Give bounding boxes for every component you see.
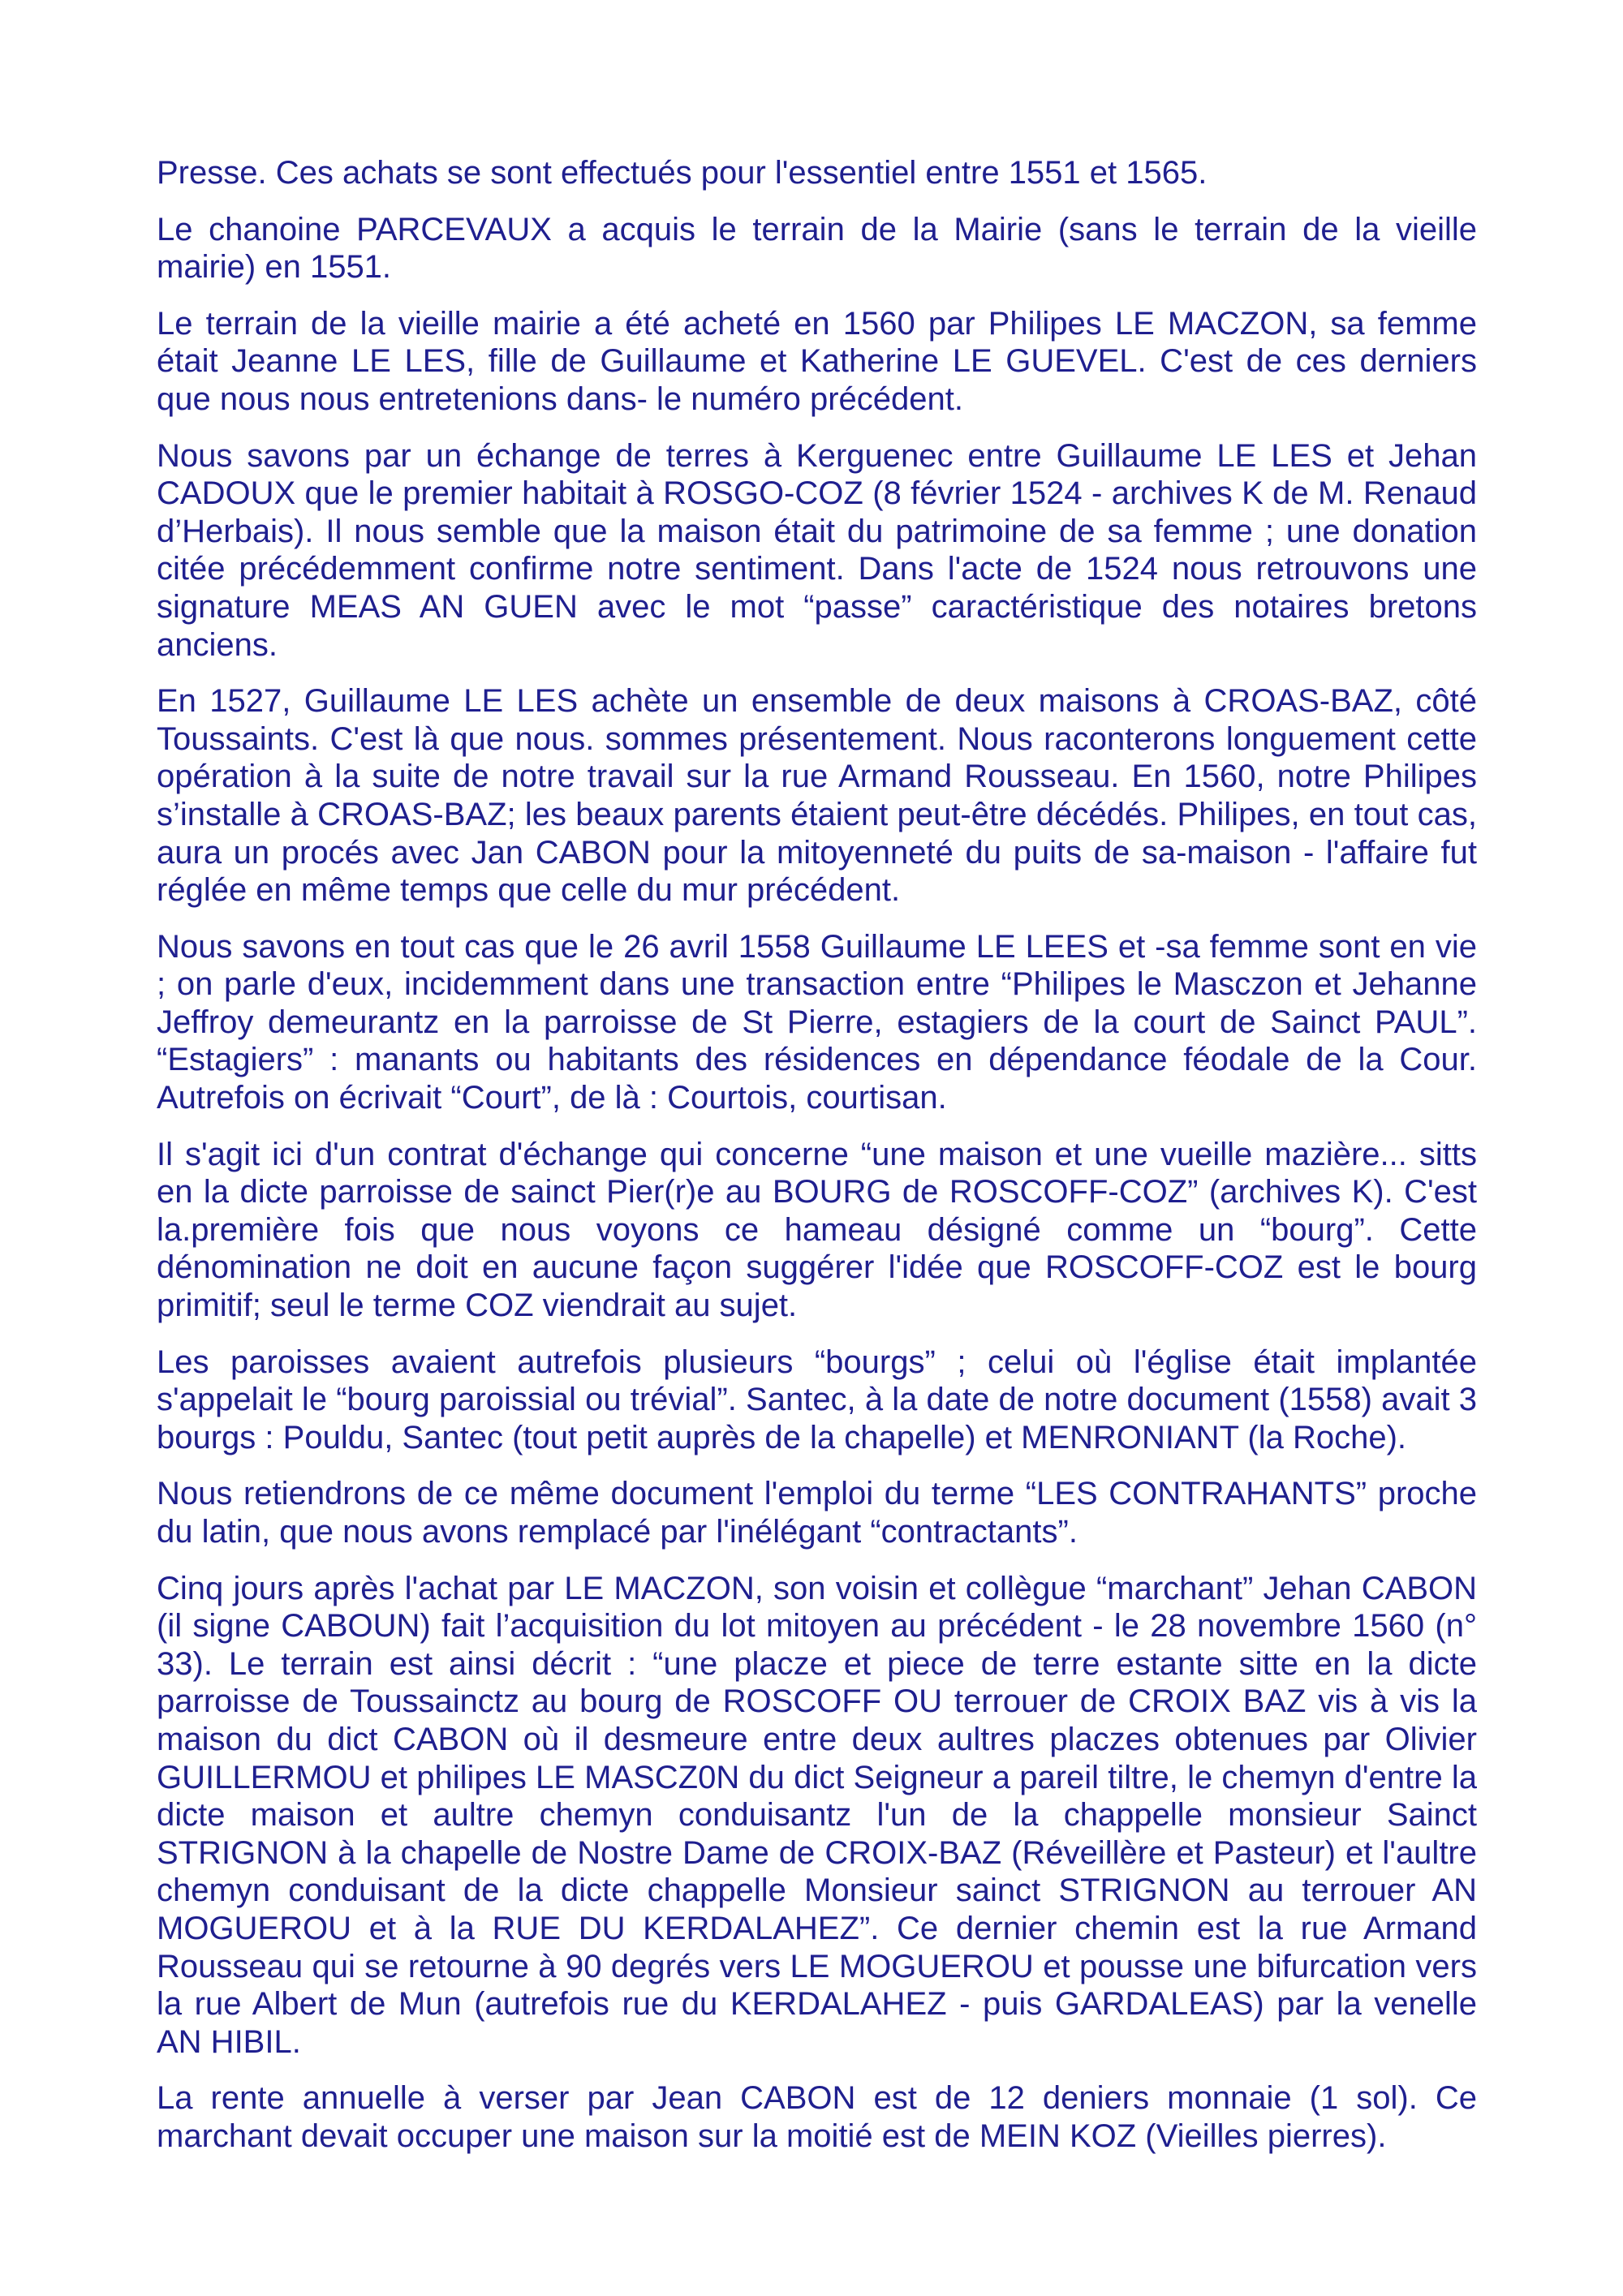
paragraph: Cinq jours après l'achat par LE MACZON, son voisin et collègue “marchant” Jehan CABON (il signe CABOUN) fait l’acquisition du lot mitoyen au précédent - le 28 novembre 1560 (n° 33). Le terrain est ainsi décrit : “une placze et piece de terre estante sitte en la dicte parroisse de Toussainctz au bourg de ROSCOFF OU terrouer de CROIX BAZ vis à vis la maison du dict CABON où il desmeure entre deux aultres placzes obtenues par Olivier GUILLERMOU et philipes LE MASCZ0N du dict Seigneur a pareil tiltre, le chemyn d'entre la dicte maison et aultre chemyn conduisantz l'un de la chappelle monsieur Sainct STRIGNON à la chapelle de Nostre Dame de CROIX-BAZ (Réveillère et Pasteur) et l'aultre chemyn conduisant de la dicte chappelle Monsieur sainct STRIGNON au terrouer AN MOGUEROU et à la RUE DU KERDALAHEZ”. Ce dernier chemin est la rue Armand Rousseau qui se retourne à 90 degrés vers LE MOGUEROU et pousse une bifurcation vers la rue Albert de Mun (autrefois rue du KERDALAHEZ - puis GARDALEAS) par la venelle AN HIBIL. [157, 1570, 1477, 2060]
paragraph: Les paroisses avaient autrefois plusieurs “bourgs” ; celui où l'église était implantée s'appelait le “bourg paroissial ou trévial”. Santec, à la date de notre document (1558) avait 3 bourgs : Pouldu, Santec (tout petit auprès de la chapelle) et MENRONIANT (la Roche). [157, 1344, 1477, 1455]
paragraph: Nous savons en tout cas que le 26 avril 1558 Guillaume LE LEES et -sa femme sont en vie ; on parle d'eux, incidemment dans une transaction entre “Philipes le Masczon et Jehanne Jeffroy demeurantz en la parroisse de St Pierre, estagiers de la court de Sainct PAUL”. “Estagiers” : manants ou habitants des résidences en dépendance féodale de la Cour. Autrefois on écrivait “Court”, de là : Courtois, courtisan. [157, 928, 1477, 1116]
document-body [157, 154, 1477, 2174]
paragraph: En 1527, Guillaume LE LES achète un ensemble de deux maisons à CROAS-BAZ, côté Toussaints. C'est là que nous. sommes présentement. Nous raconterons longuement cette opération à la suite de notre travail sur la rue Armand Rousseau. En 1560, notre Philipes s’installe à CROAS-BAZ; les beaux parents étaient peut-être décédés. Philipes, en tout cas, aura un procés avec Jan CABON pour la mitoyenneté du puits de sa-maison - l'affaire fut réglée en même temps que celle du mur précédent. [157, 683, 1477, 909]
paragraph: Nous savons par un échange de terres à Kerguenec entre Guillaume LE LES et Jehan CADOUX que le premier habitait à ROSGO-COZ (8 février 1524 - archives K de M. Renaud d’Herbais). Il nous semble que la maison était du patrimoine de sa femme ; une donation citée précédemment confirme notre sentiment. Dans l'acte de 1524 nous retrouvons une signature MEAS AN GUEN avec le mot “passe” caractéristique des notaires bretons anciens. [157, 437, 1477, 663]
paragraph: Le terrain de la vieille mairie a été acheté en 1560 par Philipes LE MACZON, sa femme était Jeanne LE LES, fille de Guillaume et Katherine LE GUEVEL. C'est de ces derniers que nous nous entretenions dans- le numéro précédent. [157, 305, 1477, 417]
paragraph: Presse. Ces achats se sont effectués pour l'essentiel entre 1551 et 1565. [157, 155, 1208, 191]
paragraph: La rente annuelle à verser par Jean CABON est de 12 deniers monnaie (1 sol). Ce marchant devait occuper une maison sur la moitié est de MEIN KOZ (Vieilles pierres). [157, 2080, 1477, 2154]
paragraph: Le chanoine PARCEVAUX a acquis le terrain de la Mairie (sans le terrain de la vieille mairie) en 1551. [157, 211, 1477, 286]
paragraph: Nous retiendrons de ce même document l'emploi du terme “LES CONTRAHANTS” proche du latin, que nous avons remplacé par l'inélégant “contractants”. [157, 1476, 1477, 1550]
paragraph: Il s'agit ici d'un contrat d'échange qui concerne “une maison et une vueille mazière... sitts en la dicte parroisse de sainct Pier(r)e au BOURG de ROSCOFF-COZ” (archives K). C'est la.première fois que nous voyons ce hameau désigné comme un “bourg”. Cette dénomination ne doit en aucune façon suggérer l'idée que ROSCOFF-COZ est le bourg primitif; seul le terme COZ viendrait au sujet. [157, 1136, 1477, 1324]
